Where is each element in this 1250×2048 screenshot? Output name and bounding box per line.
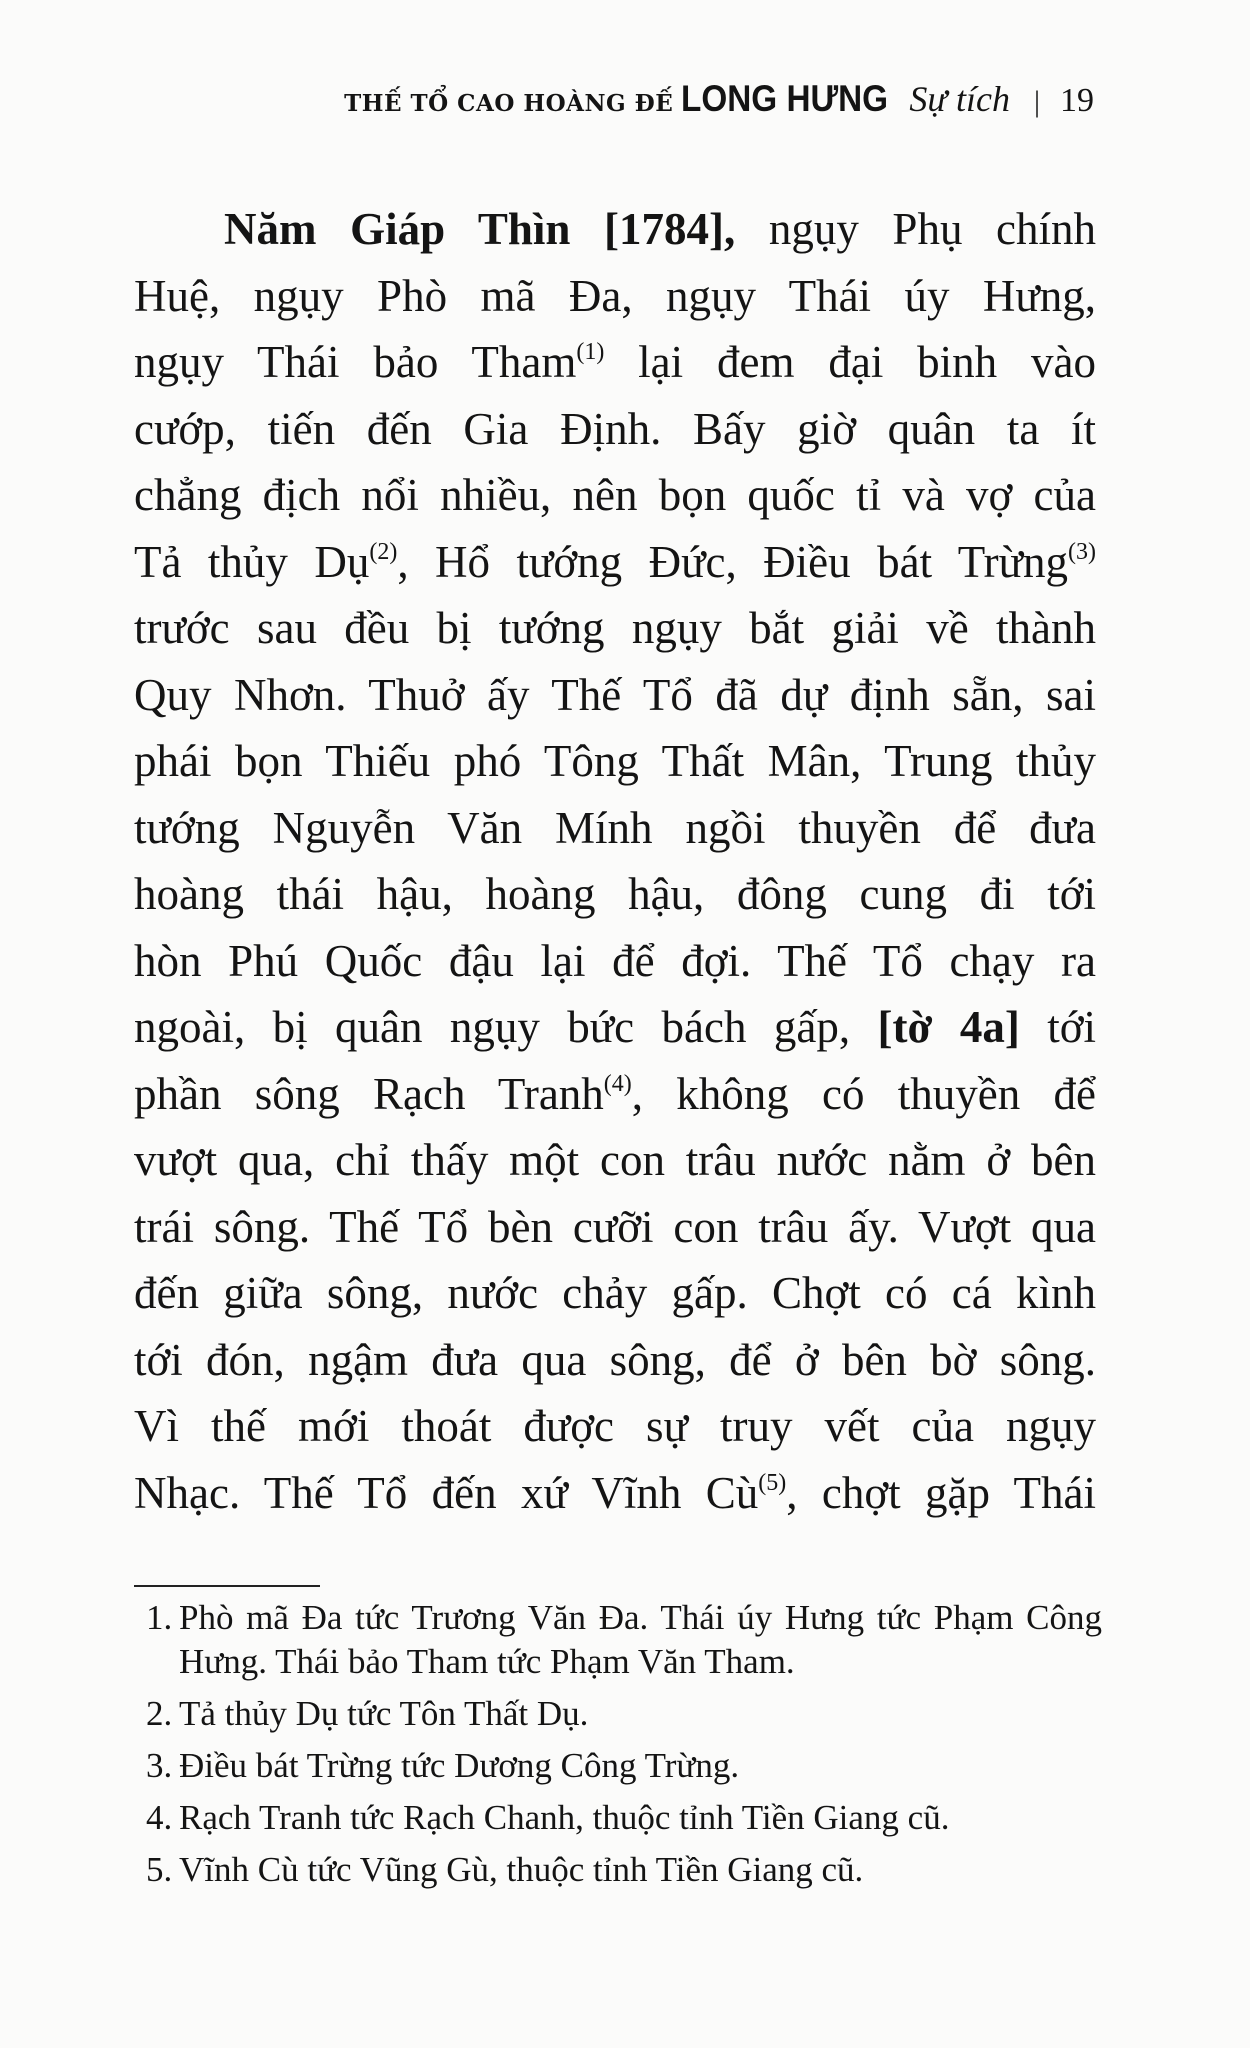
text-segment: hoàng thái hậu, hoàng hậu, đông cung đi tới — [134, 869, 1096, 919]
header-separator: | — [1033, 85, 1040, 118]
footnote-text — [179, 1848, 1102, 1892]
text-segment: ngụy Phụ chính — [735, 204, 1096, 254]
footnote-number: 1. — [146, 1598, 173, 1637]
footnote-ref: (2) — [369, 538, 398, 565]
header-title-part3: Sự tích — [909, 79, 1010, 119]
footnotes — [146, 1596, 1102, 1900]
text-segment: , không có thuyền để — [631, 1068, 1097, 1119]
text-segment: hòn Phú Quốc đậu lại để đợi. Thế Tổ chạy ra — [134, 935, 1096, 986]
text-segment: tướng Nguyễn Văn Mính ngồi thuyền để đưa — [134, 802, 1096, 853]
body-line — [134, 1327, 1096, 1394]
footnote-rule — [134, 1585, 320, 1587]
body-line — [134, 662, 1096, 729]
footnote-text — [179, 1596, 1102, 1684]
text-segment: lại đem đại binh vào — [604, 337, 1097, 387]
text-segment: , Hổ tướng Đức, Điều bát Trừng — [397, 536, 1069, 587]
body-line — [134, 329, 1096, 396]
body-line — [134, 529, 1096, 596]
footnote — [146, 1596, 1102, 1684]
page-number: 19 — [1060, 82, 1094, 119]
body-line — [134, 196, 1096, 263]
footnote-number: 3. — [146, 1746, 173, 1785]
text-segment: trước sau đều bị tướng ngụy bắt giải về thành — [134, 603, 1096, 653]
text-segment: Nhạc. Thế Tổ đến xứ Vĩnh Cù — [134, 1467, 759, 1518]
body-line — [134, 994, 1096, 1061]
text-segment: Quy Nhơn. Thuở ấy Thế Tổ đã dự định sẵn, sai — [134, 669, 1096, 720]
body-line — [134, 595, 1096, 662]
bold-text: [tờ 4a] — [877, 1002, 1020, 1052]
text-segment: tới — [1019, 1002, 1097, 1052]
body-line — [134, 728, 1096, 795]
text-segment: ngoài, bị quân ngụy bức bách gấp, — [134, 1002, 878, 1052]
text-segment: trái sông. Thế Tổ bèn cưỡi con trâu ấy. Vượt qua — [134, 1201, 1096, 1252]
text-segment: Tả thủy Dụ — [134, 536, 370, 587]
text-segment: phái bọn Thiếu phó Tông Thất Mân, Trung thủy — [134, 736, 1096, 786]
footnote — [146, 1692, 1102, 1736]
footnote — [146, 1848, 1102, 1892]
text-segment: Huệ, ngụy Phò mã Đa, ngụy Thái úy Hưng, — [134, 270, 1096, 321]
text-segment: Vì thế mới thoát được sự truy vết của ngụy — [134, 1401, 1096, 1451]
footnote-text — [179, 1692, 1102, 1736]
footnote-line: Hưng. Thái bảo Tham tức Phạm Văn Tham. — [179, 1642, 795, 1681]
body-text — [134, 196, 1096, 1526]
body-line — [134, 263, 1096, 330]
footnote — [146, 1796, 1102, 1840]
body-line — [134, 1194, 1096, 1261]
footnote-ref: (4) — [603, 1070, 632, 1097]
text-segment: ngụy Thái bảo Tham — [134, 337, 577, 387]
text-segment: tới đón, ngậm đưa qua sông, để ở bên bờ sông. — [134, 1334, 1096, 1385]
body-line — [134, 1127, 1096, 1194]
bold-text: Năm Giáp Thìn [1784], — [224, 204, 736, 254]
footnote-number: 2. — [146, 1694, 173, 1733]
text-segment: đến giữa sông, nước chảy gấp. Chợt có cá kình — [134, 1268, 1096, 1318]
footnote-line: Rạch Tranh tức Rạch Chanh, thuộc tỉnh Tiền Giang cũ. — [179, 1798, 950, 1837]
text-segment: vượt qua, chỉ thấy một con trâu nước nằm ở bên — [134, 1135, 1096, 1185]
body-line — [134, 1460, 1096, 1527]
running-header — [344, 78, 1094, 120]
body-line — [134, 462, 1096, 529]
footnote-number: 5. — [146, 1850, 173, 1889]
footnote-ref: (5) — [758, 1469, 787, 1496]
footnote-number: 4. — [146, 1798, 173, 1837]
text-segment: , chợt gặp Thái — [786, 1467, 1096, 1518]
header-title-part2: LONG HƯNG — [681, 78, 889, 119]
text-segment: chẳng địch nổi nhiều, nên bọn quốc tỉ và vợ của — [134, 470, 1096, 520]
footnote-line: Phò mã Đa tức Trương Văn Đa. Thái úy Hưng tức Phạm Công — [179, 1598, 1102, 1637]
footnote — [146, 1744, 1102, 1788]
body-line — [134, 1260, 1096, 1327]
body-line — [134, 928, 1096, 995]
body-line — [134, 1061, 1096, 1128]
body-line — [134, 861, 1096, 928]
body-line — [134, 1393, 1096, 1460]
body-line — [134, 396, 1096, 463]
footnote-ref: (1) — [576, 339, 605, 365]
body-line — [134, 795, 1096, 862]
header-title-part1: THẾ TỔ CAO HOÀNG ĐẾ — [344, 90, 674, 117]
footnote-text — [179, 1796, 1102, 1840]
text-segment: phần sông Rạch Tranh — [134, 1068, 604, 1119]
footnote-ref: (3) — [1068, 538, 1096, 565]
footnote-line: Tả thủy Dụ tức Tôn Thất Dụ. — [179, 1694, 589, 1733]
footnote-line: Điều bát Trừng tức Dương Công Trừng. — [179, 1746, 740, 1785]
footnote-text — [179, 1744, 1102, 1788]
text-segment: cướp, tiến đến Gia Định. Bấy giờ quân ta ít — [134, 403, 1096, 454]
footnote-line: Vĩnh Cù tức Vũng Gù, thuộc tỉnh Tiền Giang cũ. — [179, 1850, 864, 1889]
